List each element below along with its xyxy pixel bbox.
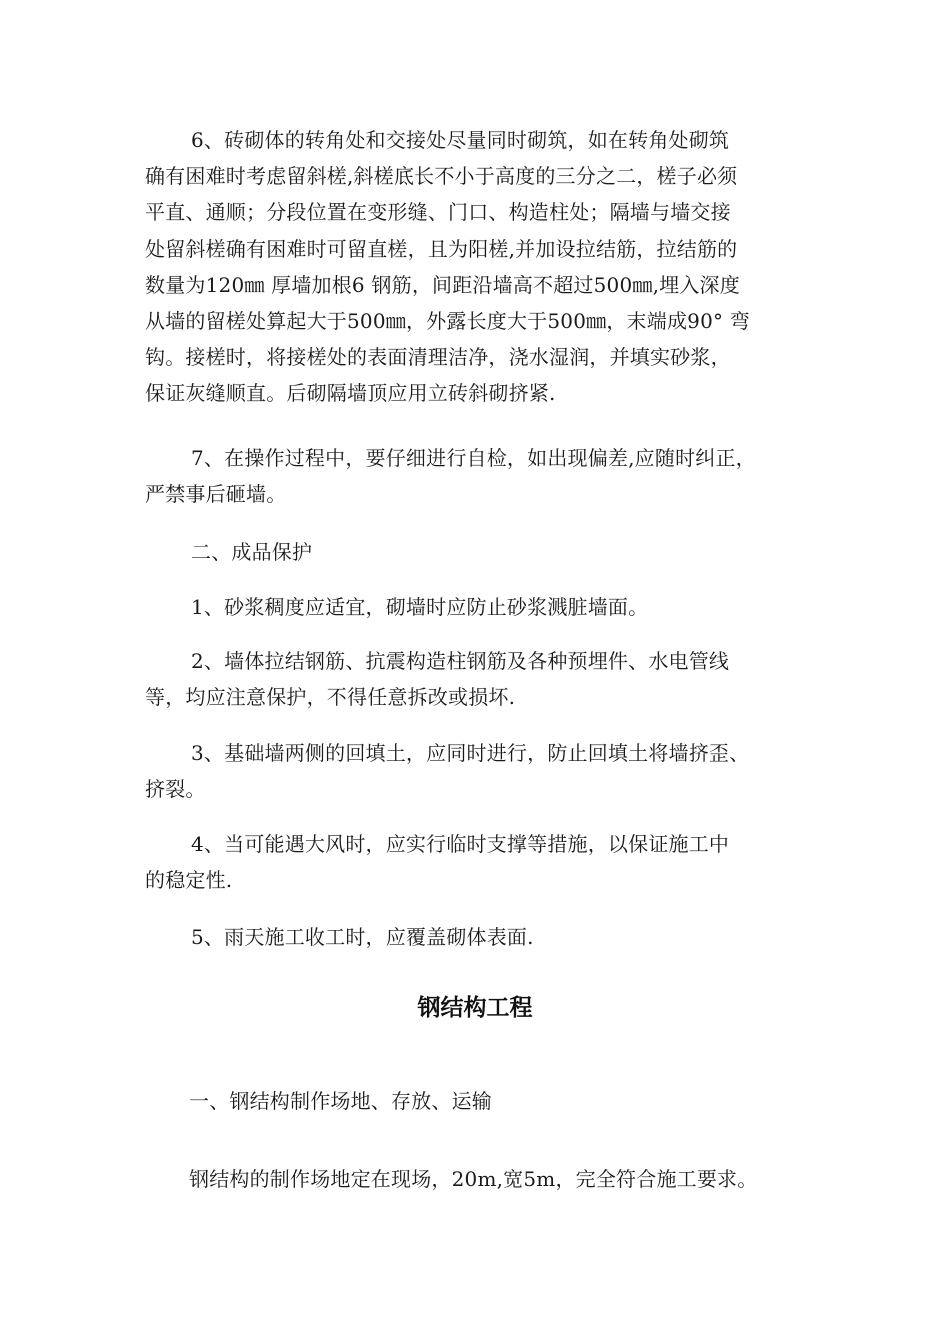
text-line: 的稳定性. xyxy=(145,868,233,893)
section-heading-text: 一、钢结构制作场地、存放、运输 xyxy=(189,1089,492,1113)
paragraph-protection-item-2 xyxy=(145,643,810,715)
text-line: 3、基础墙两侧的回填土，应同时进行，防止回填土将墙挤歪、 xyxy=(191,741,750,765)
text-line: 钩。接槎时，将接槎处的表面清理洁净，浇水湿润，并填实砂浆， xyxy=(145,345,731,370)
text-line: 从墙的留槎处算起大于500㎜，外露长度大于500㎜，末端成90° 弯 xyxy=(145,309,750,334)
paragraph-protection-item-1 xyxy=(145,589,810,625)
text-line: 严禁事后砸墙。 xyxy=(145,482,287,507)
text-line: 4、当可能遇大风时，应实行临时支撑等措施，以保证施工中 xyxy=(191,832,730,856)
paragraph-protection-item-5 xyxy=(145,919,810,955)
paragraph-protection-item-3 xyxy=(145,735,810,807)
section-heading-steel-fabrication xyxy=(145,1083,810,1119)
paragraph-item-7 xyxy=(145,440,810,512)
text-line: 确有困难时考虑留斜槎,斜槎底长不小于高度的三分之二，槎子必须 xyxy=(145,164,738,189)
text-line: 平直、通顺；分段位置在变形缝、门口、构造柱处；隔墙与墙交接 xyxy=(145,200,731,225)
text-line: 钢结构的制作场地定在现场，20m,宽5m，完全符合施工要求。 xyxy=(189,1167,758,1191)
paragraph-steel-site xyxy=(145,1161,810,1197)
paragraph-item-6 xyxy=(145,122,810,412)
text-line: 处留斜槎确有困难时可留直槎，且为阳槎,并加设拉结筋，拉结筋的 xyxy=(145,236,738,261)
text-line: 挤裂。 xyxy=(145,777,206,802)
text-line: 数量为120㎜ 厚墙加根6 钢筋，间距沿墙高不超过500㎜,埋入深度 xyxy=(145,272,740,297)
text-line: 5、雨天施工收工时，应覆盖砌体表面. xyxy=(191,925,534,949)
section-heading-finished-product-protection xyxy=(145,534,810,570)
text-line: 保证灰缝顺直。后砌隔墙顶应用立砖斜砌挤紧. xyxy=(145,381,556,406)
text-line: 2、墙体拉结钢筋、抗震构造柱钢筋及各种预埋件、水电管线 xyxy=(191,649,730,673)
text-line: 等，均应注意保护，不得任意拆改或损坏. xyxy=(145,685,516,710)
text-line: 6、砖砌体的转角处和交接处尽量同时砌筑，如在转角处砌筑 xyxy=(191,128,730,152)
chapter-title: 钢结构工程 xyxy=(417,995,533,1021)
text-line: 7、在操作过程中，要仔细进行自检，如出现偏差,应随时纠正， xyxy=(191,446,756,470)
section-heading-text: 二、成品保护 xyxy=(191,540,313,564)
paragraph-protection-item-4 xyxy=(145,826,810,898)
text-line: 1、砂浆稠度应适宜，砌墙时应防止砂浆溅脏墙面。 xyxy=(191,595,649,619)
